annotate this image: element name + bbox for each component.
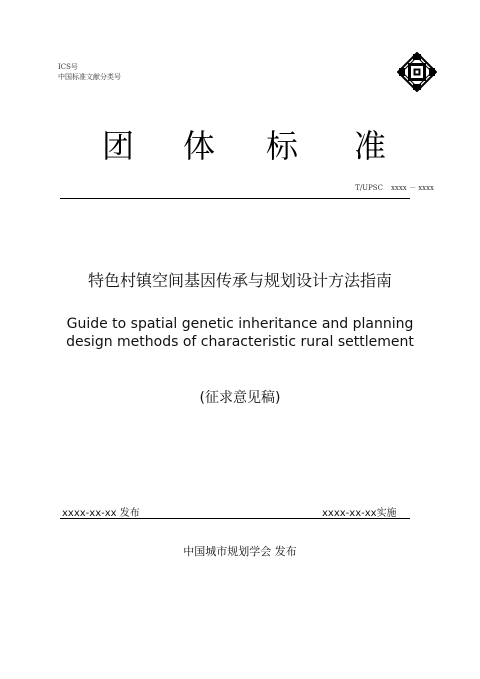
publish-date [62, 504, 140, 519]
standard-number-prefix: T/UPSC [355, 184, 383, 192]
top-divider [60, 198, 410, 199]
bottom-divider [60, 518, 410, 519]
implement-date-label: 实施 [376, 508, 397, 519]
implement-date-value: xxxx-xx-xx [322, 508, 377, 519]
standard-number-code: xxxx － xxxx [390, 184, 434, 192]
standard-number [355, 183, 434, 193]
implement-date [322, 504, 397, 519]
title-char-3: 标 [266, 127, 299, 165]
ics-label: ICS号 [58, 63, 78, 71]
society-logo-icon [397, 52, 437, 92]
english-title-line-2: design methods of characteristic rural settlement [66, 334, 414, 350]
draft-label: (征求意见稿) [199, 390, 281, 406]
publish-date-value: xxxx-xx-xx [62, 508, 117, 519]
issuer: 中国城市规划学会 发布 [183, 545, 297, 558]
english-title-line-1: Guide to spatial genetic inheritance and planning [66, 316, 414, 332]
title-char-2: 体 [183, 127, 216, 165]
publish-date-label: 发布 [119, 508, 140, 519]
chinese-title: 特色村镇空间基因传承与规划设计方法指南 [87, 271, 392, 290]
document-type-title [0, 126, 480, 170]
english-title [0, 315, 480, 351]
classification-block [58, 62, 121, 82]
title-char-4: 准 [354, 127, 387, 165]
title-char-1: 团 [102, 127, 135, 165]
ccs-label: 中国标准文献分类号 [58, 73, 121, 81]
